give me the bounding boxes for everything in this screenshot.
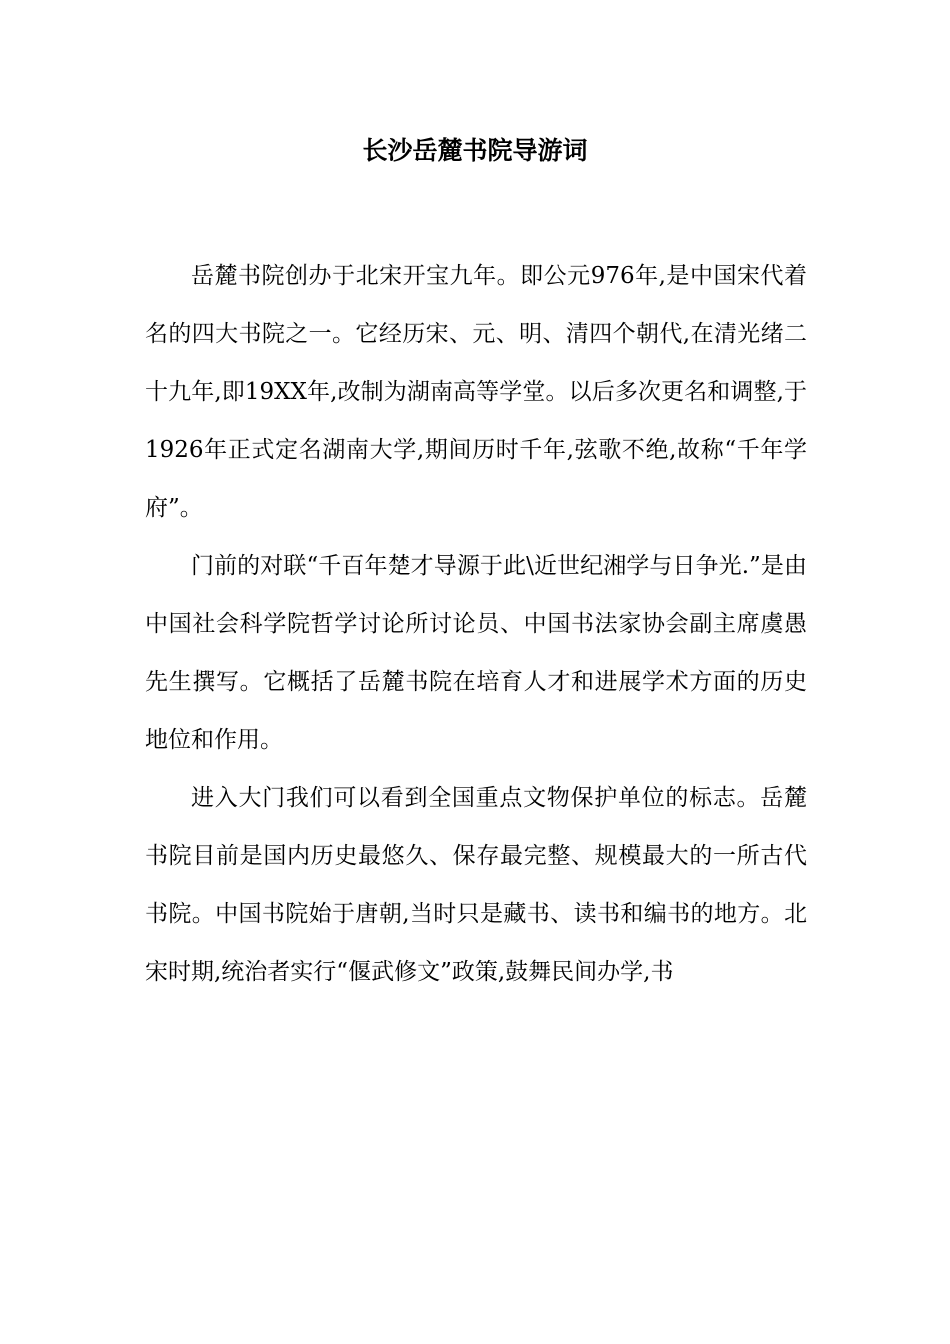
- document-title: 长沙岳麓书院导游词: [362, 136, 588, 165]
- paragraph-history: 岳麓书院创办于北宋开宝九年。即公元976年,是中国宋代着名的四大书院之一。它经历宋、元、明、清四个朝代,在清光绪二十九年,即19XX年,改制为湖南高等学堂。以后多次更名和调整,于1926年正式定名湖南大学,期间历时千年,弦歌不绝,故称“千年学府”。: [145, 263, 807, 521]
- paragraph-entrance: 进入大门我们可以看到全国重点文物保护单位的标志。岳麓书院目前是国内历史最悠久、保存最完整、规模最大的一所古代书院。中国书院始于唐朝,当时只是藏书、读书和编书的地方。北宋时期,统治者实行“偃武修文”政策,鼓舞民间办学,书: [145, 785, 807, 985]
- paragraph-couplet: 门前的对联“千百年楚才导源于此\近世纪湘学与日争光.”是由中国社会科学院哲学讨论所讨论员、中国书法家协会副主席虞愚先生撰写。它概括了岳麓书院在培育人才和进展学术方面的历史地位和作用。: [145, 553, 807, 753]
- document-body: [145, 247, 807, 1001]
